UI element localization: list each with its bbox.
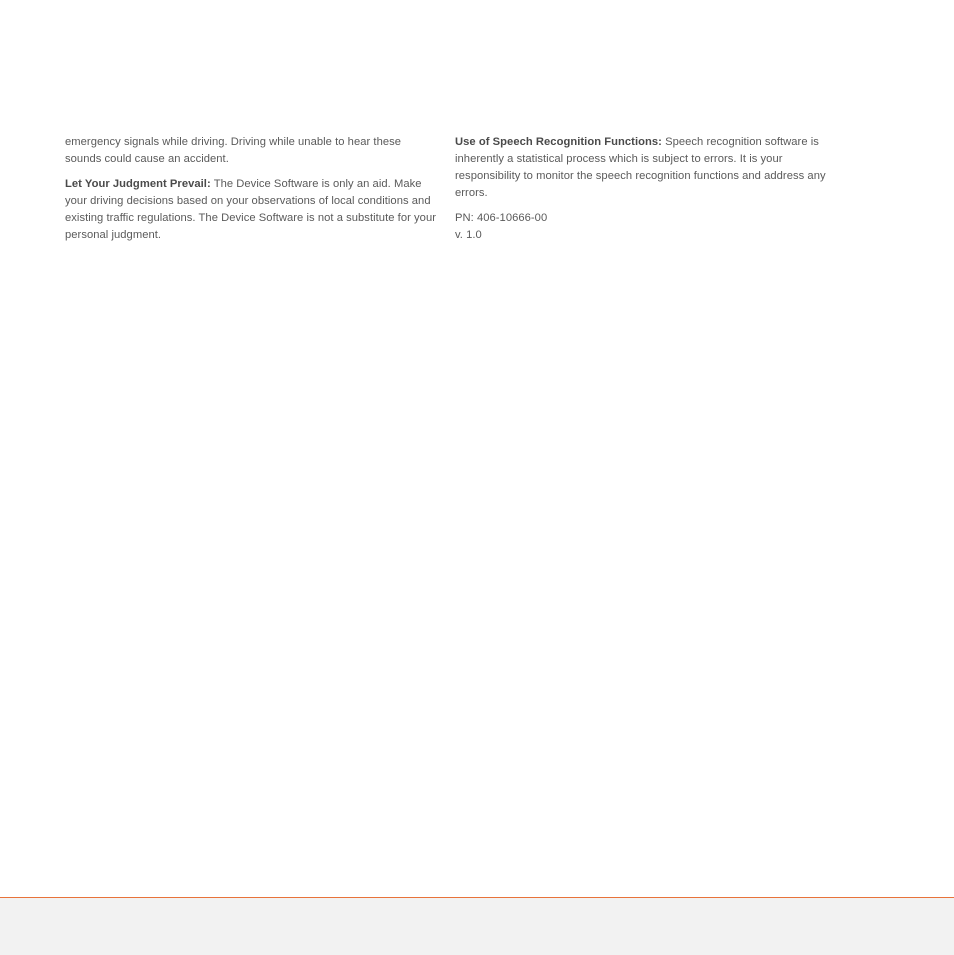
speech-heading: Use of Speech Recognition Functions:	[455, 136, 662, 148]
right-column	[455, 134, 827, 252]
part-info	[455, 210, 827, 244]
judgment-text: The Device Software is only an aid. Make your driving decisions based on your observations of local conditions and existing traffic regulations. The Device Software is not a substitute for your personal judgment.	[65, 178, 436, 241]
hearing-paragraph	[65, 134, 437, 168]
left-column	[65, 134, 437, 252]
version-number: v. 1.0	[455, 229, 482, 241]
part-number: PN: 406-10666-00	[455, 212, 548, 224]
judgment-heading: Let Your Judgment Prevail:	[65, 178, 211, 190]
speech-text: Speech recognition software is inherently a statistical process which is subject to errors. It is your responsibility to monitor the speech recognition functions and address any errors.	[455, 136, 826, 199]
page-footer	[0, 897, 954, 955]
judgment-paragraph	[65, 176, 437, 244]
hearing-text: emergency signals while driving. Driving while unable to hear these sounds could cause an accident.	[65, 136, 402, 165]
speech-paragraph	[455, 134, 827, 202]
